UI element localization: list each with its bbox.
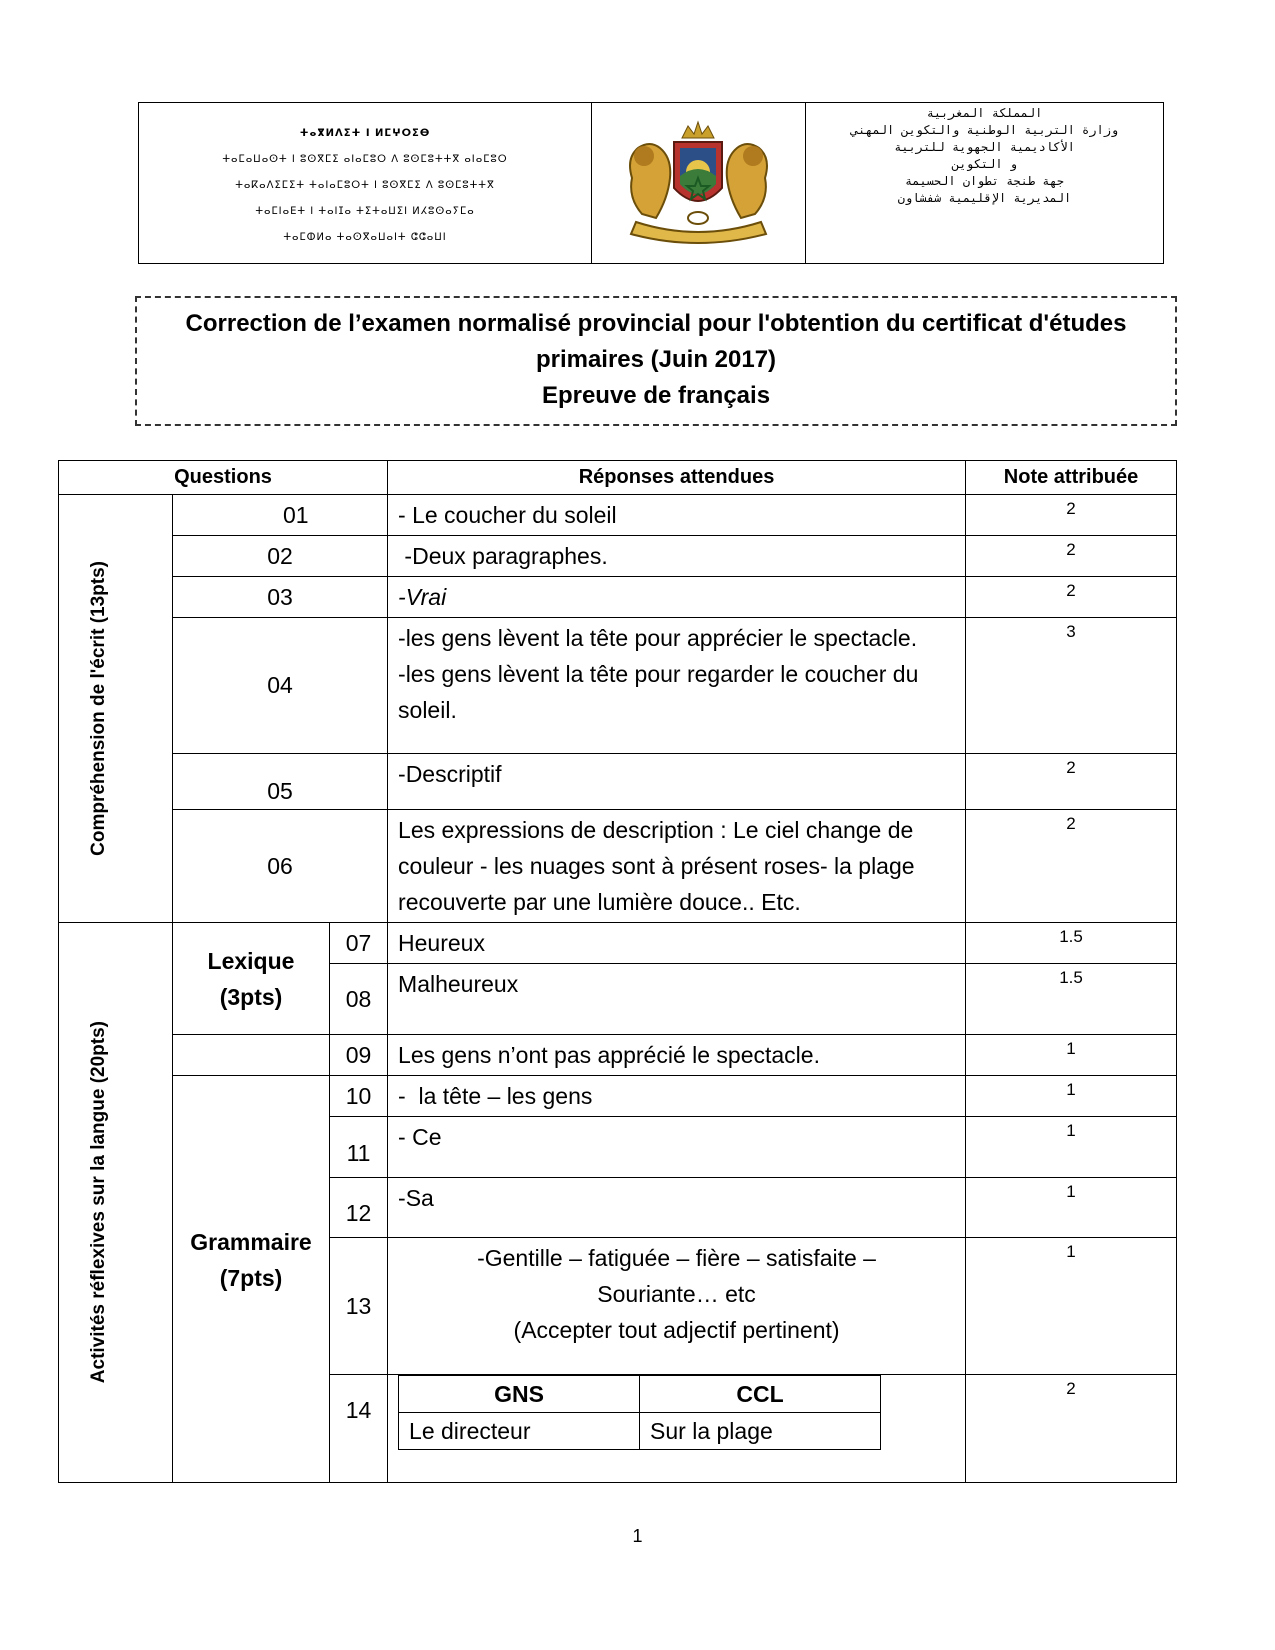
title-line-1: Correction de l’examen normalisé provincial pour l'obtention du certificat d'études	[185, 310, 1127, 337]
answer: Les expressions de description : Le ciel change de couleur - les nuages sont à présent roses- la plage recouverte par une lumière douce.. Etc.	[388, 810, 966, 923]
category-points: (7pts)	[219, 1265, 283, 1291]
answer: Heureux	[388, 923, 966, 964]
arabic-line: وزارة التربية الوطنية والتكوين المهني	[850, 123, 1119, 137]
category-points: (3pts)	[219, 983, 283, 1010]
q14-value-gns: Le directeur	[399, 1413, 640, 1450]
answer: -Deux paragraphes.	[388, 536, 966, 577]
answer-line: -les gens lèvent la tête pour apprécier le spectacle.	[398, 625, 918, 651]
question-number: 05	[173, 754, 388, 810]
coat-of-arms-icon	[616, 118, 781, 248]
answer	[388, 1375, 966, 1483]
title-line-3: Epreuve de français	[541, 382, 771, 409]
answer-line: (Accepter tout adjectif pertinent)	[513, 1317, 840, 1343]
note: 1.5	[966, 964, 1177, 1035]
question-number: 06	[173, 810, 388, 923]
note: 2	[966, 1375, 1177, 1483]
answer: -Sa	[388, 1178, 966, 1238]
note: 2	[966, 536, 1177, 577]
q14-header-ccl: CCL	[640, 1376, 881, 1413]
note: 1.5	[966, 923, 1177, 964]
question-number: 10	[330, 1076, 388, 1117]
arabic-line: و التكوين	[951, 157, 1018, 171]
header-questions: Questions	[59, 461, 388, 495]
question-number: 13	[330, 1238, 388, 1375]
note: 1	[966, 1238, 1177, 1375]
arabic-line: الأكاديمية الجهوية للتربية	[894, 140, 1075, 154]
arabic-line: المديرية الإقليمية شفشاون	[897, 191, 1072, 205]
note: 1	[966, 1076, 1177, 1117]
answer: -Descriptif	[388, 754, 966, 810]
tifinagh-line: ⵜⴰⵎⵏⴰⴹⵜ ⵏ ⵜⴰⵏⵊⴰ ⵜⵉⵜⴰⵡⵉⵏ ⵍⵃⵓⵙⴰⵢⵎⴰ	[255, 206, 475, 217]
grammaire-label	[173, 1076, 330, 1483]
section-activites	[59, 923, 173, 1483]
header-answers: Réponses attendues	[388, 461, 966, 495]
answer	[388, 1238, 966, 1375]
page-number: 1	[632, 1526, 643, 1546]
question-number: 11	[330, 1117, 388, 1178]
answer: - Le coucher du soleil	[388, 495, 966, 536]
arabic-header	[806, 103, 1163, 263]
tifinagh-line: ⵜⴰⵎⴰⵡⴰⵙⵜ ⵏ ⵓⵙⴳⵎⵉ ⴰⵏⴰⵎⵓⵔ ⴷ ⵓⵙⵎⵓⵜⵜⴳ ⴰⵏⴰⵎⵓⵔ	[222, 154, 508, 165]
document-title	[135, 296, 1177, 426]
answer-line: -les gens lèvent la tête pour regarder le coucher du soleil.	[398, 661, 919, 723]
answer-line: Souriante… etc	[597, 1281, 756, 1307]
answer: Malheureux	[388, 964, 966, 1035]
correction-table	[58, 460, 1176, 1483]
arabic-line: جهة طنجة تطوان الحسيمة	[905, 174, 1064, 188]
q14-table	[398, 1375, 881, 1450]
lexique-label	[173, 923, 330, 1035]
note: 1	[966, 1117, 1177, 1178]
section-label: Compréhension de l'écrit (13pts)	[87, 561, 109, 856]
note: 3	[966, 618, 1177, 754]
note: 1	[966, 1035, 1177, 1076]
tifinagh-line: ⵜⴰⴽⴰⴷⵉⵎⵉⵜ ⵜⴰⵏⴰⵎⵓⵔⵜ ⵏ ⵓⵙⴳⵎⵉ ⴷ ⵓⵙⵎⵓⵜⵜⴳ	[235, 180, 495, 191]
answer: - Ce	[388, 1117, 966, 1178]
answer: Les gens n’ont pas apprécié le spectacle.	[388, 1035, 966, 1076]
title-line-2: primaires (Juin 2017)	[535, 346, 777, 373]
note: 2	[966, 754, 1177, 810]
empty-cell	[173, 1035, 330, 1076]
letterhead	[138, 102, 1164, 264]
answer	[388, 618, 966, 754]
question-number: 02	[173, 536, 388, 577]
question-number: 09	[330, 1035, 388, 1076]
question-number: 12	[330, 1178, 388, 1238]
header-note: Note attribuée	[966, 461, 1177, 495]
note: 2	[966, 810, 1177, 923]
note: 2	[966, 495, 1177, 536]
section-label: Activités réflexives sur la langue (20pts)	[87, 1021, 109, 1384]
note: 1	[966, 1178, 1177, 1238]
answer: -Vrai	[388, 577, 966, 618]
tifinagh-line: ⵜⴰⴳⵍⴷⵉⵜ ⵏ ⵍⵎⵖⵔⵉⴱ	[299, 128, 431, 139]
question-number: 03	[173, 577, 388, 618]
tifinagh-line: ⵜⴰⵎⵀⵍⴰ ⵜⴰⵙⴳⴰⵡⴰⵏⵜ ⵛⵛⴰⵡⵏ	[283, 232, 447, 243]
category-name: Grammaire	[190, 1229, 312, 1255]
category-name: Lexique	[207, 947, 295, 974]
answer: - la tête – les gens	[388, 1076, 966, 1117]
arabic-line: المملكة المغربية	[926, 106, 1043, 120]
answer-line: -Gentille – fatiguée – fière – satisfaite –	[477, 1245, 876, 1271]
note: 2	[966, 577, 1177, 618]
q14-value-ccl: Sur la plage	[640, 1413, 881, 1450]
question-number: 14	[330, 1375, 388, 1483]
question-number: 04	[173, 618, 388, 754]
question-number: 08	[330, 964, 388, 1035]
tifinagh-header	[139, 103, 592, 263]
question-number: 01	[173, 495, 388, 536]
section-comprehension	[59, 495, 173, 923]
question-number: 07	[330, 923, 388, 964]
coat-of-arms	[592, 103, 806, 263]
q14-header-gns: GNS	[399, 1376, 640, 1413]
